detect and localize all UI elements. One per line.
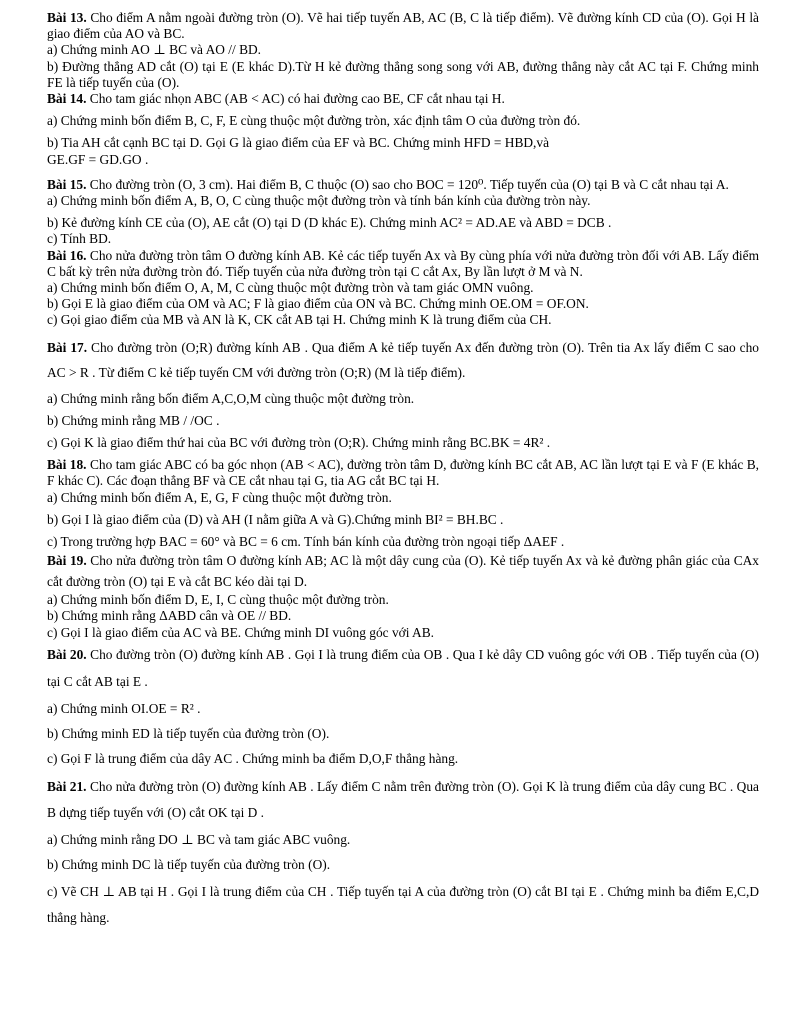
problem-21-statement: Bài 21. Cho nửa đường tròn (O) đường kính AB . Lấy điểm C nằm trên đường tròn (O). Gọi K là trung điểm của dây cung BC . Qua B dựng tiếp tuyến với (O) cắt OK tại D .	[47, 778, 759, 820]
problem-13-title: Bài 13.	[47, 10, 87, 25]
problem-17-part-b: b) Chứng minh rằng MB / /OC .	[47, 412, 220, 428]
problem-19-part-c: c) Gọi I là giao điểm của AC và BE. Chứng minh DI vuông góc với AB.	[47, 624, 434, 640]
problem-15-part-c: c) Tính BD.	[47, 231, 112, 247]
problem-21-title: Bài 21.	[47, 778, 87, 794]
problem-17-part-c: c) Gọi K là giao điểm thứ hai của BC với đường tròn (O;R). Chứng minh rằng BC.BK = 4R² .	[47, 435, 551, 451]
problem-19-part-b: b) Chứng minh rằng ΔABD cân và OE // BD.	[47, 608, 292, 624]
problem-14-part-b: b) Tia AH cắt cạnh BC tại D. Gọi G là giao điểm của EF và BC. Chứng minh HFD = HBD,và	[47, 135, 550, 151]
problem-13-part-a: a) Chứng minh AO ⊥ BC và AO // BD.	[47, 42, 262, 58]
problem-21-part-c: c) Vẽ CH ⊥ AB tại H . Gọi I là trung điểm của CH . Tiếp tuyến tại A của đường tròn (O) cắt BI tại E . Chứng minh ba điểm E,C,D thẳng hàng.	[47, 883, 759, 925]
problem-17-part-a: a) Chứng minh rằng bốn điểm A,C,O,M cùng thuộc một đường tròn.	[47, 390, 415, 406]
problem-17-title: Bài 17.	[47, 339, 88, 355]
problem-16-part-b: b) Gọi E là giao điểm của OM và AC; F là giao điểm của ON và BC. Chứng minh OE.OM = OF.ON.	[47, 296, 589, 312]
problem-16-statement: Bài 16. Cho nửa đường tròn tâm O đường kính AB. Kẻ các tiếp tuyến Ax và By cùng phía với nửa đường tròn đối với AB. Lấy điểm C bất kỳ trên nửa đường tròn đó. Tiếp tuyến của nửa đường tròn tại C cắt Ax, By lần lượt ở M và N.	[47, 247, 759, 279]
problem-15-part-b: b) Kẻ đường kính CE của (O), AE cắt (O) tại D (D khác E). Chứng minh AC² = AD.AE và ABD = DCB .	[47, 215, 612, 231]
problem-18-statement: Bài 18. Cho tam giác ABC có ba góc nhọn (AB < AC), đường tròn tâm D, đường kính BC cắt AB, AC lần lượt tại E và F (E khác B, F khác C). Các đoạn thẳng BF và CE cắt nhau tại G, tia AG cắt BC tại H.	[47, 457, 760, 489]
problem-14-statement: Bài 14. Cho tam giác nhọn ABC (AB < AC) có hai đường cao BE, CF cắt nhau tại H.	[47, 91, 505, 107]
problem-18-part-a: a) Chứng minh bốn điểm A, E, G, F cùng thuộc một đường tròn.	[47, 489, 392, 505]
problem-19-statement: Bài 19. Cho nửa đường tròn tâm O đường kính AB; AC là một dây cung của (O). Kẻ tiếp tuyến Ax và kẻ đường phân giác của CAx cắt đường tròn (O) tại E và cắt BC kéo dài tại D.	[47, 553, 760, 590]
problem-13-statement: Bài 13. Cho điểm A nằm ngoài đường tròn (O). Vẽ hai tiếp tuyến AB, AC (B, C là tiếp điểm). Vẽ đường kính CD của (O). Gọi H là giao điểm của AO và BC.	[47, 10, 760, 42]
problem-18-part-c: c) Trong trường hợp BAC = 60° và BC = 6 cm. Tính bán kính của đường tròn ngoại tiếp ΔAEF .	[47, 534, 565, 550]
problem-19-title: Bài 19.	[47, 553, 87, 569]
problem-20-statement: Bài 20. Cho đường tròn (O) đường kính AB . Gọi I là trung điểm của OB . Qua I kẻ dây CD vuông góc với OB . Tiếp tuyến của (O) tại C cắt AB tại E .	[47, 646, 760, 689]
problem-14-part-b-cont: GE.GF = GD.GO .	[47, 151, 149, 167]
problem-20-part-a: a) Chứng minh OI.OE = R² .	[47, 700, 201, 716]
problem-19-part-a: a) Chứng minh bốn điểm D, E, I, C cùng thuộc một đường tròn.	[47, 592, 389, 608]
problem-15-title: Bài 15.	[47, 176, 87, 192]
problem-14-title: Bài 14.	[47, 91, 87, 107]
problem-18-title: Bài 18.	[47, 457, 87, 473]
problem-20-title: Bài 20.	[47, 646, 87, 662]
problem-16-title: Bài 16.	[47, 247, 87, 263]
problem-21-part-a: a) Chứng minh rằng DO ⊥ BC và tam giác ABC vuông.	[47, 831, 351, 847]
problem-20-part-b: b) Chứng minh ED là tiếp tuyến của đường tròn (O).	[47, 726, 330, 742]
problem-21-part-b: b) Chứng minh DC là tiếp tuyến của đường tròn (O).	[47, 856, 331, 872]
problem-15-statement: Bài 15. Cho đường tròn (O, 3 cm). Hai điểm B, C thuộc (O) sao cho BOC = 120⁰. Tiếp tuyến của (O) tại B và C cắt nhau tại A.	[47, 176, 729, 192]
problem-18-part-b: b) Gọi I là giao điểm của (D) và AH (I nằm giữa A và G).Chứng minh BI² = BH.BC .	[47, 511, 504, 527]
problem-15-part-a: a) Chứng minh bốn điểm A, B, O, C cùng thuộc một đường tròn và tính bán kính của đường tròn này.	[47, 193, 591, 209]
problem-17-statement: Bài 17. Cho đường tròn (O;R) đường kính AB . Qua điểm A kẻ tiếp tuyến Ax đến đường tròn (O). Trên tia Ax lấy điểm C sao cho AC > R . Từ điểm C kẻ tiếp tuyến CM với đường tròn (O;R) (M là tiếp điểm).	[47, 339, 760, 380]
problem-20-part-c: c) Gọi F là trung điểm của dây AC . Chứng minh ba điểm D,O,F thẳng hàng.	[47, 751, 459, 767]
problem-13-part-b: b) Đường thẳng AD cắt (O) tại E (E khác D).Từ H kẻ đường thẳng song song với AB, đường thẳng này cắt AC tại F. Chứng minh FE là tiếp tuyến của (O).	[47, 58, 759, 90]
problem-16-part-c: c) Gọi giao điểm của MB và AN là K, CK cắt AB tại H. Chứng minh K là trung điểm của CH.	[47, 312, 552, 328]
document-page	[47, 10, 759, 931]
problem-14-part-a: a) Chứng minh bốn điểm B, C, F, E cùng thuộc một đường tròn, xác định tâm O của đường tròn đó.	[47, 113, 581, 129]
problem-16-part-a: a) Chứng minh bốn điểm O, A, M, C cùng thuộc một đường tròn và tam giác OMN vuông.	[47, 280, 534, 296]
